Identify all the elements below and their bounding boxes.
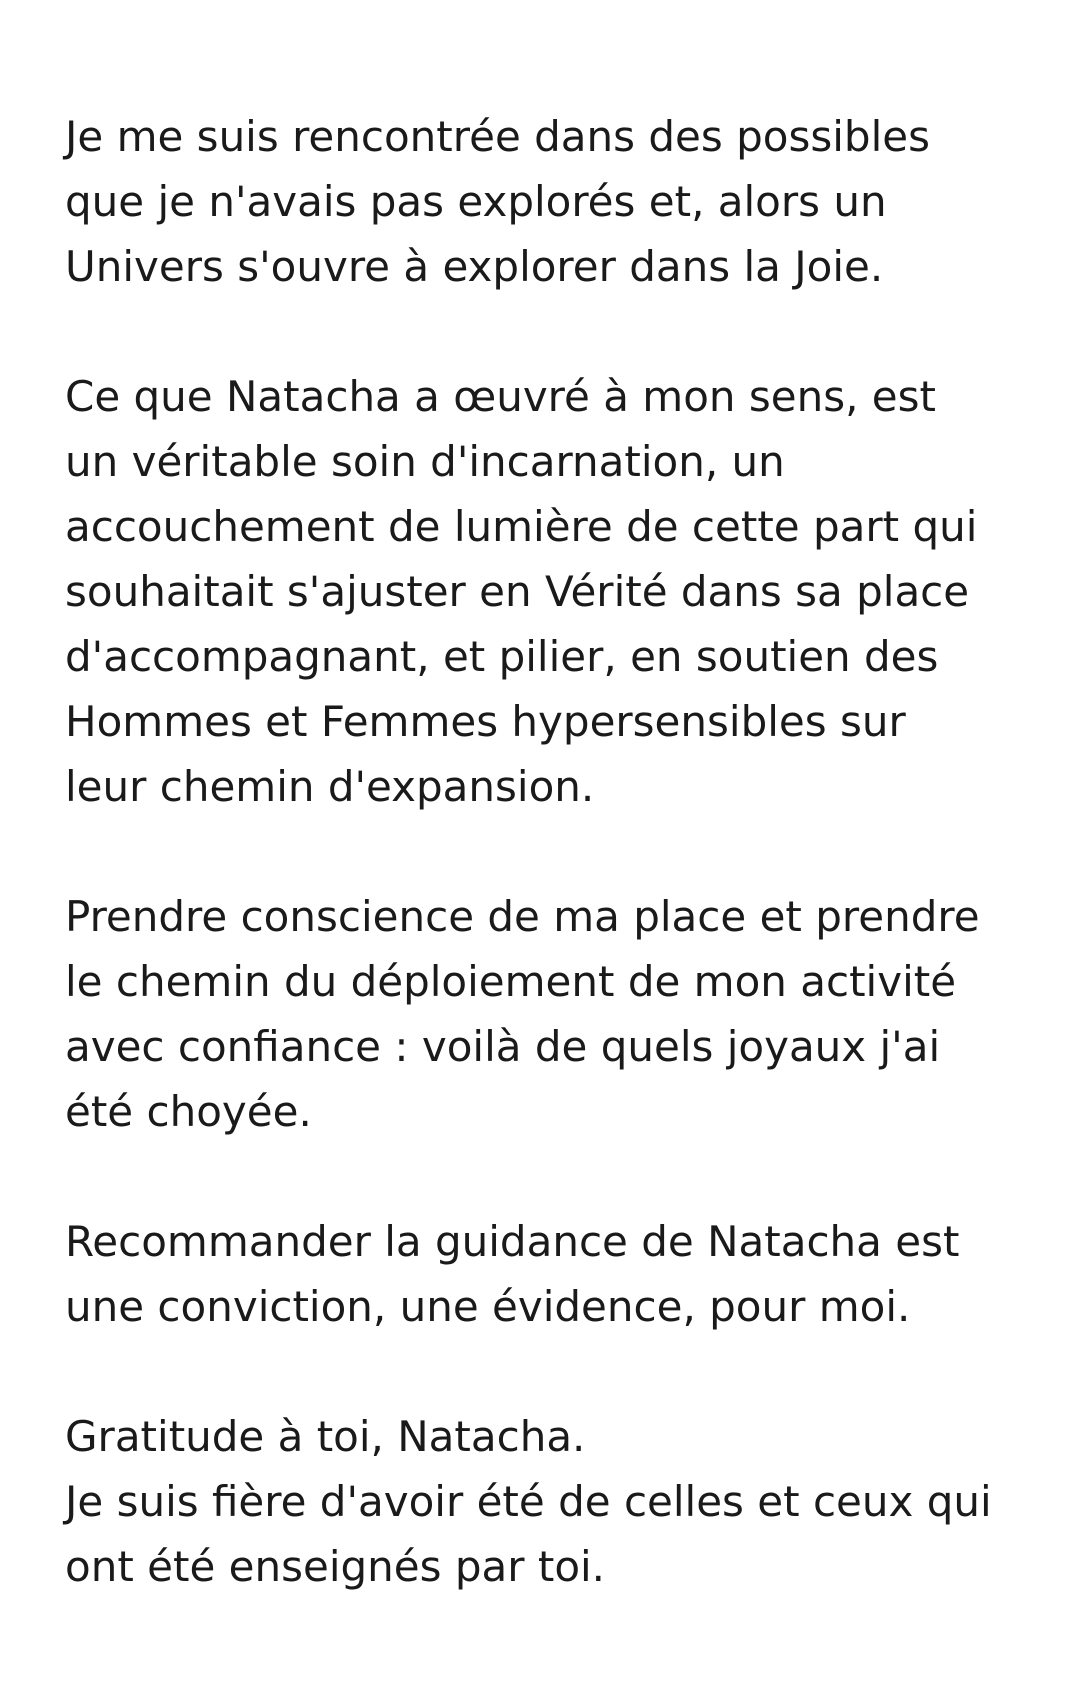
paragraph-line: avec confiance : voilà de quels joyaux j'ai xyxy=(65,1022,941,1071)
paragraph-line: que je n'avais pas explorés et, alors un xyxy=(65,177,887,226)
paragraph-line: d'accompagnant, et pilier, en soutien des xyxy=(65,632,939,681)
paragraph-line: Je suis fière d'avoir été de celles et ceux qui xyxy=(65,1477,992,1526)
paragraph-line: Recommander la guidance de Natacha est xyxy=(65,1217,960,1266)
paragraph-line: Prendre conscience de ma place et prendre xyxy=(65,892,980,941)
paragraph-line: ont été enseignés par toi. xyxy=(65,1542,606,1591)
paragraph-line: accouchement de lumière de cette part qui xyxy=(65,502,978,551)
paragraph-line: Hommes et Femmes hypersensibles sur xyxy=(65,697,906,746)
paragraph-recommendation xyxy=(65,1209,1045,1339)
paragraph-line: Gratitude à toi, Natacha. xyxy=(65,1412,586,1461)
paragraph-line: souhaitait s'ajuster en Vérité dans sa place xyxy=(65,567,970,616)
paragraph-line: leur chemin d'expansion. xyxy=(65,762,595,811)
paragraph-line: Ce que Natacha a œuvré à mon sens, est xyxy=(65,372,936,421)
paragraph-line: été choyée. xyxy=(65,1087,312,1136)
paragraph-line: un véritable soin d'incarnation, un xyxy=(65,437,785,486)
paragraph-line: une conviction, une évidence, pour moi. xyxy=(65,1282,911,1331)
paragraph-line: Je me suis rencontrée dans des possibles xyxy=(65,112,930,161)
paragraph-self-discovery xyxy=(65,104,1045,299)
paragraph-gratitude xyxy=(65,1404,1045,1599)
paragraph-incarnation-care xyxy=(65,364,1045,819)
paragraph-line: le chemin du déploiement de mon activité xyxy=(65,957,957,1006)
paragraph-awareness xyxy=(65,884,1045,1144)
paragraph-line: Univers s'ouvre à explorer dans la Joie. xyxy=(65,242,884,291)
